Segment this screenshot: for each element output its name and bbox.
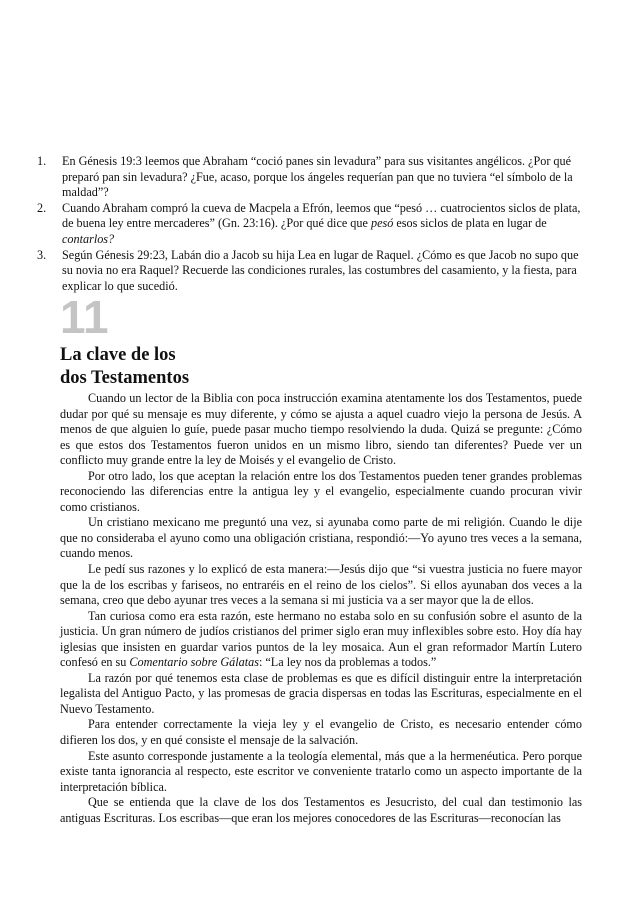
question-text-italic: pesó [370,216,394,231]
chapter-title-line: La clave de los [60,345,176,365]
question-text-italic: contarlos? [62,231,115,246]
chapter-title [60,344,189,390]
paragraph-text: : “La ley nos da problemas a todos.” [258,655,437,670]
chapter-body [60,391,582,826]
book-title-italic: Comentario sobre Gálatas [129,655,259,670]
chapter-number: 11 [60,291,109,343]
body-paragraph: Este asunto corresponde justamente a la teología elemental, más que a la hermenéutica. Pero porque existe tanta ignorancia al respecto, este escritor ve conveniente tratarlo como un aspecto importante de la interpretación bíblica. [60,748,582,794]
body-paragraph: Le pedí sus razones y lo explicó de esta manera:—Jesús dijo que “si vuestra justicia no fuere mayor que la de los escribas y fariseos, no entraréis en el reino de los cielos”. Si ellos ayunaban dos veces a la semana, creo que debo ayunar tres veces a la semana si mi justicia va a ser mayor que la de ellos. [60,562,582,608]
question-text: esos siclos de plata en lugar de [393,216,547,231]
paragraph-text: Tan curiosa como era esta razón, este hermano no estaba solo en su confusión sobre el asunto de la justicia. Un gran número de judíos cristianos del primer siglo eran muy inflexibles sobre esto. Hoy día hay iglesias que insisten en guardar varios puntos de la ley mosaica. Aun el gran reformador Martín Lutero confesó en su [60,608,582,670]
body-paragraph [60,609,582,671]
question-item [37,201,582,248]
question-number: 2. [37,200,47,215]
question-number: 3. [37,247,47,262]
body-paragraph: Para entender correctamente la vieja ley y el evangelio de Cristo, es necesario entender cómo difieren los dos, y en qué consiste el mensaje de la salvación. [60,717,582,748]
body-paragraph: Un cristiano mexicano me preguntó una vez, si ayunaba como parte de mi religión. Cuando le dije que no consideraba el ayuno como una obligación cristiana, respondió:—Yo ayuno tres veces a la semana, cuando menos. [60,515,582,561]
question-text: En Génesis 19:3 leemos que Abraham “coció panes sin levadura” para sus visitantes angélicos. ¿Por qué preparó pan sin levadura? ¿Fue, acaso, porque los ángeles requerían pan que no tuviera “el símbolo de la maldad”? [62,154,573,200]
chapter-title-line: dos Testamentos [60,368,190,388]
body-paragraph: Cuando un lector de la Biblia con poca instrucción examina atentamente los dos Testamentos, puede dudar por qué su mensaje es muy diferente, y cómo se ajusta a aquel cuadro viejo la persona de Jesús. A menos de que alguien lo guíe, puede pasar mucho tiempo resolviendo la duda. Quizá se pregunte: ¿Cómo es que estos dos Testamentos fueron unidos en un mismo libro, siendo tan diferentes? Puede ver un conflicto muy grande entre la ley de Moisés y el evangelio de Cristo. [60,391,582,468]
body-paragraph: Que se entienda que la clave de los dos Testamentos es Jesucristo, del cual dan testimonio las antiguas Escrituras. Los escribas—que eran los mejores conocedores de las Escrituras—reconocían las [60,795,582,825]
body-paragraph: La razón por qué tenemos esta clase de problemas es que es difícil distinguir entre la interpretación legalista del Antiguo Pacto, y las promesas de gracia dispersas en todas las Escrituras, especialmente en el Nuevo Testamento. [60,670,582,716]
question-text: Cuando Abraham compró la cueva de Macpela a Efrón, leemos que “pesó … cuatrocientos siclos de plata, de buena ley entre mercaderes” (Gn. 23:16). ¿Por qué dice que [62,200,581,231]
question-number: 1. [37,154,47,168]
question-item [37,248,582,295]
question-item [37,154,582,201]
question-list [37,154,582,294]
question-text: Según Génesis 29:23, Labán dio a Jacob su hija Lea en lugar de Raquel. ¿Cómo es que Jacob no supo que su novia no era Raquel? Recuerde las condiciones rurales, las costumbres del casamiento, y la fiesta, para explicar lo que sucedió. [62,247,579,293]
body-paragraph: Por otro lado, los que aceptan la relación entre los dos Testamentos pueden tener grandes problemas reconociendo las diferencias entre la antigua ley y el evangelio, especialmente cuando procuran vivir como cristianos. [60,468,582,514]
